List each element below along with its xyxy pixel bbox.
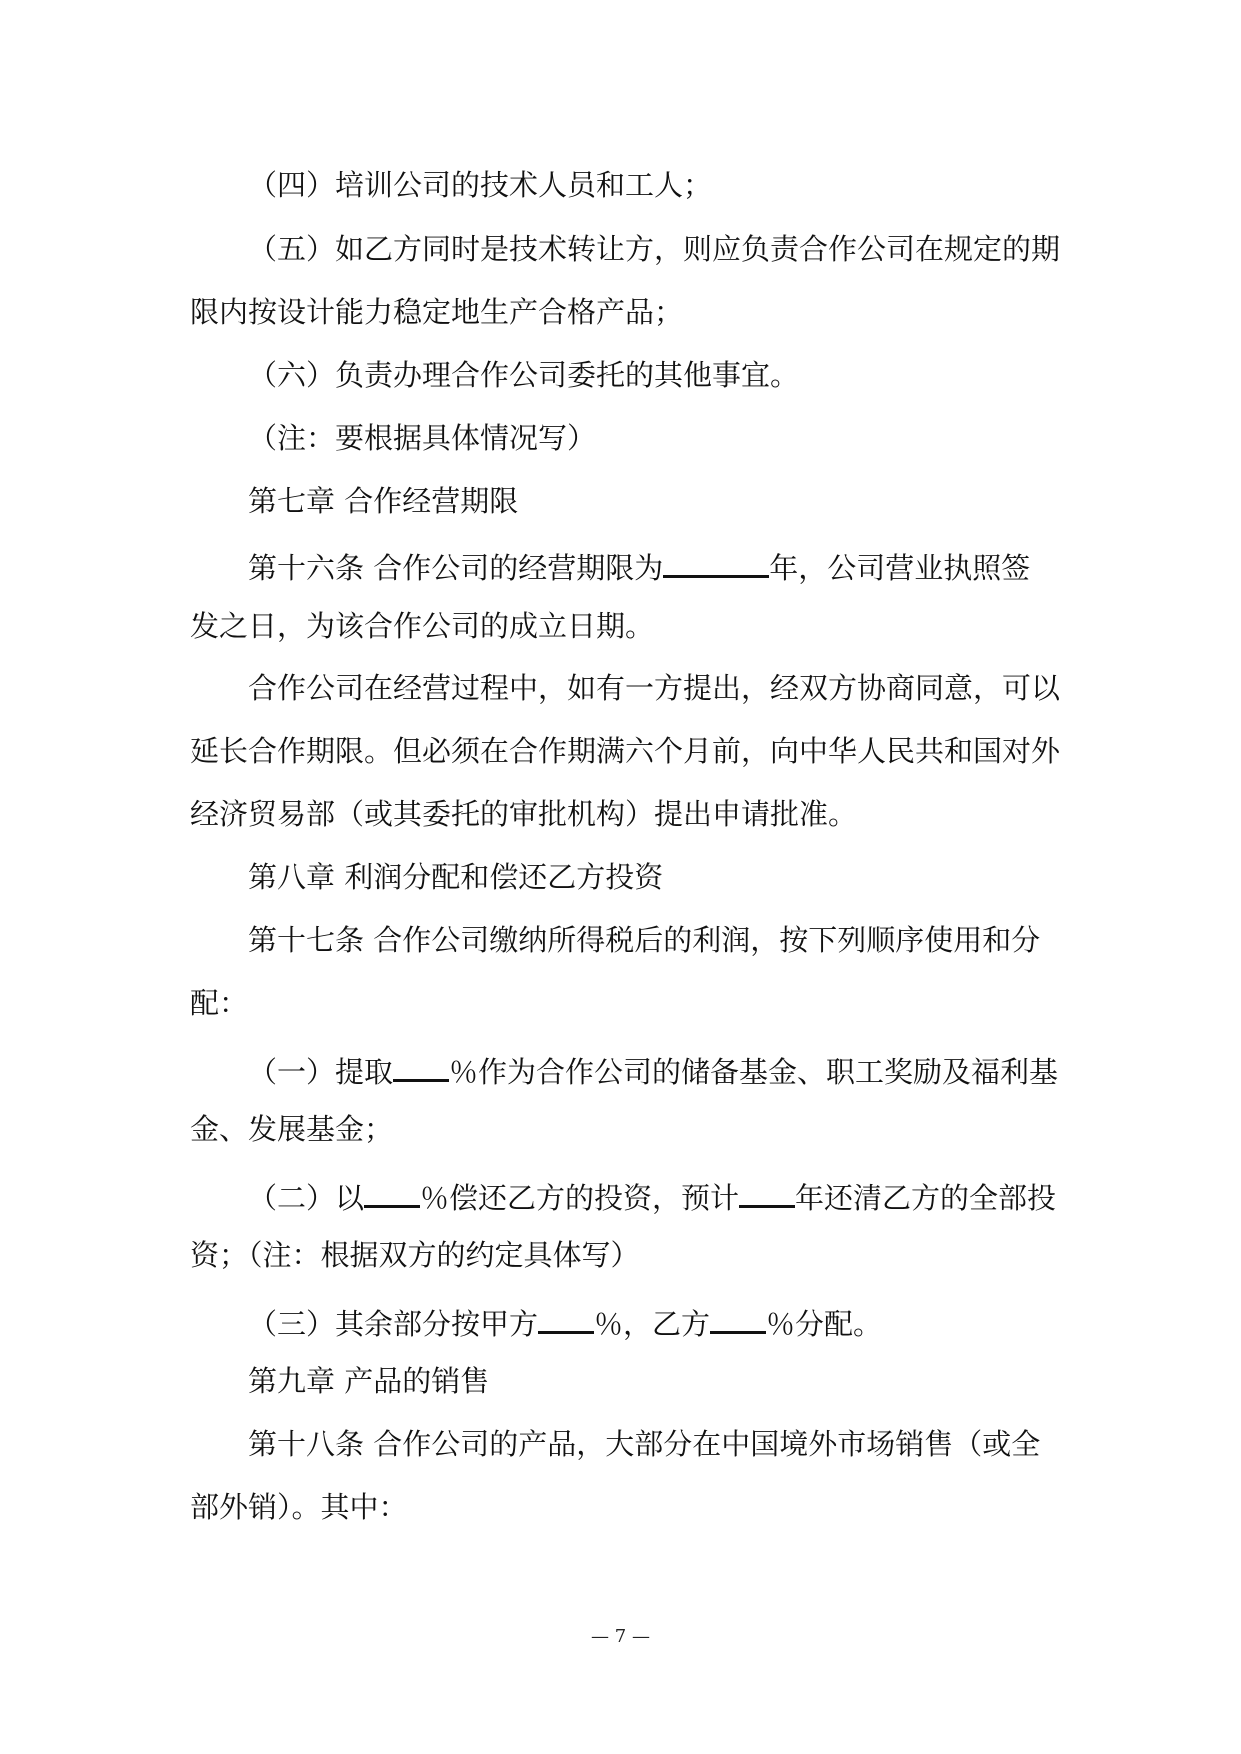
chapter-7-heading: 第七章 合作经营期限: [248, 484, 519, 518]
item-3-text-b: ％，乙方: [594, 1307, 711, 1341]
item-2-text-b: ％偿还乙方的投资，预计: [420, 1181, 740, 1215]
article-18-line-2: 部外销）。其中：: [190, 1490, 408, 1524]
article-17-line-1: 第十七条 合作公司缴纳所得税后的利润，按下列顺序使用和分: [248, 923, 1041, 957]
article-18-line-1: 第十八条 合作公司的产品，大部分在中国境外市场销售（或全: [248, 1427, 1041, 1461]
paragraph-extension-line-2: 延长合作期限。但必须在合作期满六个月前，向中华人民共和国对外: [190, 734, 1061, 768]
clause-5-line-1: （五）如乙方同时是技术转让方，则应负责合作公司在规定的期: [248, 232, 1061, 266]
item-2-text-a: （二）以: [248, 1181, 365, 1215]
item-2-line-2: 资；（注：根据双方的约定具体写）: [190, 1238, 640, 1272]
clause-6: （六）负责办理合作公司委托的其他事宜。: [248, 358, 800, 392]
chapter-8-heading: 第八章 利润分配和偿还乙方投资: [248, 860, 664, 894]
item-3-text-c: ％分配。: [766, 1307, 883, 1341]
blank-field: [393, 1052, 449, 1082]
note-1: （注：要根据具体情况写）: [248, 421, 597, 455]
clause-5-line-2: 限内按设计能力稳定地生产合格产品；: [190, 295, 684, 329]
blank-field: [663, 548, 769, 578]
blank-field: [739, 1178, 795, 1208]
article-16-line-2: 发之日，为该合作公司的成立日期。: [190, 609, 655, 643]
item-2-text-c: 年还清乙方的全部投: [795, 1181, 1057, 1215]
clause-4: （四）培训公司的技术人员和工人；: [248, 168, 713, 202]
article-16-text-a: 第十六条 合作公司的经营期限为: [248, 551, 664, 585]
blank-field: [364, 1178, 420, 1208]
page-number: — 7 —: [591, 1626, 650, 1647]
item-1-line-2: 金、发展基金；: [190, 1112, 394, 1146]
article-17-line-2: 配：: [190, 986, 249, 1020]
item-2-line-1: [248, 1178, 1056, 1213]
chapter-9-heading: 第九章 产品的销售: [248, 1364, 490, 1398]
item-1-text-b: ％作为合作公司的储备基金、职工奖励及福利基: [449, 1055, 1059, 1089]
item-3: [248, 1304, 882, 1339]
item-1-line-1: [248, 1052, 1058, 1087]
blank-field: [710, 1304, 766, 1334]
blank-field: [538, 1304, 594, 1334]
article-16-text-b: 年，公司营业执照签: [769, 551, 1031, 585]
item-3-text-a: （三）其余部分按甲方: [248, 1307, 539, 1341]
item-1-text-a: （一）提取: [248, 1055, 394, 1089]
article-16-line-1: [248, 548, 1030, 583]
paragraph-extension-line-3: 经济贸易部（或其委托的审批机构）提出申请批准。: [190, 797, 858, 831]
paragraph-extension-line-1: 合作公司在经营过程中，如有一方提出，经双方协商同意，可以: [248, 671, 1061, 705]
